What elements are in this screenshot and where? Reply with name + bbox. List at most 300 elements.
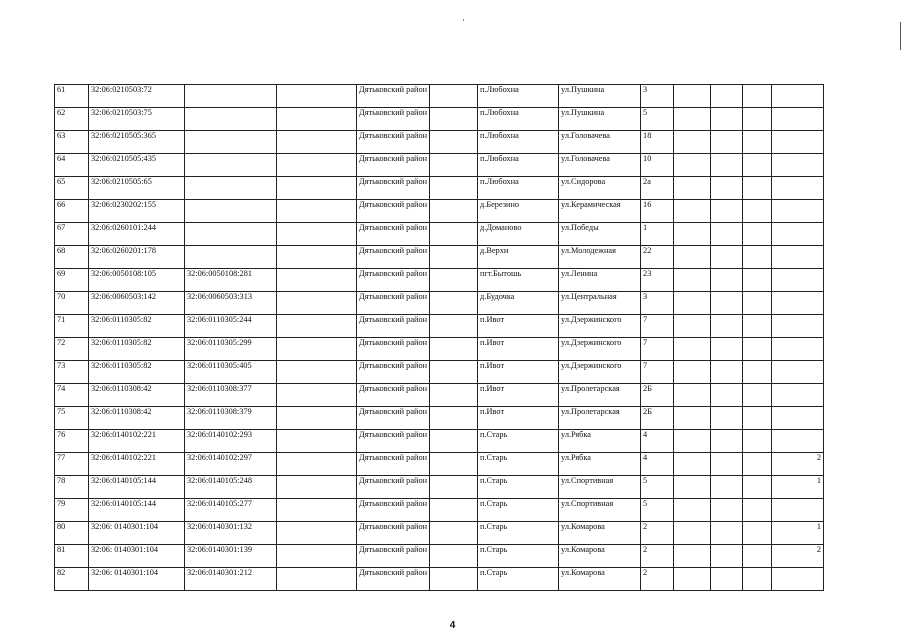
apartment-number-cell: [772, 430, 824, 453]
empty-cell: [430, 154, 478, 177]
settlement-cell: п.Ивот: [478, 338, 559, 361]
cadastral-number-cell: 32:06:0110308:42: [89, 407, 185, 430]
settlement-cell: п.Старь: [478, 545, 559, 568]
empty-cell: [674, 568, 711, 591]
empty-cell: [674, 315, 711, 338]
empty-cell: [430, 269, 478, 292]
row-number-cell: 66: [55, 200, 89, 223]
premises-cadastral-number-cell: 32:06:0110305:299: [185, 338, 277, 361]
premises-cadastral-number-cell: 32:06:0110308:377: [185, 384, 277, 407]
cadastral-number-cell: 32:06:0060503:142: [89, 292, 185, 315]
street-cell: ул.Комарова: [559, 522, 641, 545]
street-cell: ул.Сидорова: [559, 177, 641, 200]
empty-cell: [711, 85, 743, 108]
empty-cell: [674, 200, 711, 223]
row-number-cell: 79: [55, 499, 89, 522]
empty-cell: [430, 568, 478, 591]
row-number-cell: 61: [55, 85, 89, 108]
empty-cell: [743, 522, 772, 545]
empty-cell: [743, 223, 772, 246]
settlement-cell: п.Старь: [478, 476, 559, 499]
empty-cell: [743, 361, 772, 384]
settlement-cell: п.Любохна: [478, 131, 559, 154]
table-row: [55, 338, 824, 361]
cadastral-number-cell: 32:06:0210503:72: [89, 85, 185, 108]
settlement-cell: д.Будочка: [478, 292, 559, 315]
empty-cell: [711, 223, 743, 246]
empty-cell: [277, 154, 357, 177]
street-cell: ул.Рябка: [559, 453, 641, 476]
house-number-cell: 10: [641, 154, 674, 177]
street-cell: ул.Молодежная: [559, 246, 641, 269]
empty-cell: [711, 338, 743, 361]
settlement-cell: пгт.Бытошь: [478, 269, 559, 292]
empty-cell: [743, 177, 772, 200]
empty-cell: [674, 430, 711, 453]
district-cell: Дятьковский район: [357, 499, 430, 522]
district-cell: Дятьковский район: [357, 430, 430, 453]
house-number-cell: 23: [641, 269, 674, 292]
house-number-cell: 4: [641, 430, 674, 453]
apartment-number-cell: [772, 338, 824, 361]
empty-cell: [277, 246, 357, 269]
apartment-number-cell: [772, 154, 824, 177]
table-row: [55, 384, 824, 407]
apartment-number-cell: [772, 223, 824, 246]
empty-cell: [277, 223, 357, 246]
table-row: [55, 108, 824, 131]
premises-cadastral-number-cell: 32:06:0140301:132: [185, 522, 277, 545]
empty-cell: [674, 131, 711, 154]
apartment-number-cell: 1: [772, 522, 824, 545]
row-number-cell: 78: [55, 476, 89, 499]
cadastral-number-cell: 32:06:0210503:75: [89, 108, 185, 131]
empty-cell: [674, 154, 711, 177]
house-number-cell: 3: [641, 292, 674, 315]
house-number-cell: 7: [641, 361, 674, 384]
empty-cell: [711, 108, 743, 131]
empty-cell: [277, 430, 357, 453]
house-number-cell: 2а: [641, 177, 674, 200]
district-cell: Дятьковский район: [357, 338, 430, 361]
empty-cell: [674, 407, 711, 430]
apartment-number-cell: [772, 407, 824, 430]
empty-cell: [711, 154, 743, 177]
house-number-cell: 2: [641, 522, 674, 545]
empty-cell: [674, 453, 711, 476]
empty-cell: [743, 545, 772, 568]
apartment-number-cell: [772, 315, 824, 338]
apartment-number-cell: [772, 85, 824, 108]
apartment-number-cell: 2: [772, 453, 824, 476]
street-cell: ул.Дзержинского: [559, 338, 641, 361]
cadastral-number-cell: 32:06:0210505:435: [89, 154, 185, 177]
settlement-cell: п.Старь: [478, 522, 559, 545]
row-number-cell: 77: [55, 453, 89, 476]
premises-cadastral-number-cell: 32:06:0140301:139: [185, 545, 277, 568]
street-cell: ул.Головачева: [559, 131, 641, 154]
premises-cadastral-number-cell: 32:06:0140102:293: [185, 430, 277, 453]
district-cell: Дятьковский район: [357, 361, 430, 384]
empty-cell: [711, 568, 743, 591]
empty-cell: [674, 361, 711, 384]
cadastral-number-cell: 32:06:0210505:65: [89, 177, 185, 200]
empty-cell: [430, 545, 478, 568]
premises-cadastral-number-cell: 32:06:0110308:379: [185, 407, 277, 430]
row-number-cell: 73: [55, 361, 89, 384]
cadastral-number-cell: 32:06: 0140301:104: [89, 568, 185, 591]
street-cell: ул.Головачева: [559, 154, 641, 177]
row-number-cell: 63: [55, 131, 89, 154]
scan-edge-line: [900, 22, 901, 50]
empty-cell: [430, 246, 478, 269]
table-row: [55, 292, 824, 315]
settlement-cell: п.Ивот: [478, 315, 559, 338]
apartment-number-cell: 1: [772, 476, 824, 499]
row-number-cell: 68: [55, 246, 89, 269]
empty-cell: [277, 522, 357, 545]
apartment-number-cell: [772, 108, 824, 131]
table-row: [55, 407, 824, 430]
empty-cell: [743, 108, 772, 131]
street-cell: ул.Спортивная: [559, 476, 641, 499]
apartment-number-cell: 2: [772, 545, 824, 568]
cadastral-number-cell: 32:06:0260101:244: [89, 223, 185, 246]
apartment-number-cell: [772, 200, 824, 223]
row-number-cell: 74: [55, 384, 89, 407]
table-row: [55, 223, 824, 246]
empty-cell: [277, 361, 357, 384]
empty-cell: [711, 292, 743, 315]
district-cell: Дятьковский район: [357, 200, 430, 223]
street-cell: ул.Центральная: [559, 292, 641, 315]
table-body: [55, 85, 824, 591]
empty-cell: [430, 407, 478, 430]
district-cell: Дятьковский район: [357, 223, 430, 246]
empty-cell: [430, 453, 478, 476]
row-number-cell: 67: [55, 223, 89, 246]
table-row: [55, 430, 824, 453]
empty-cell: [430, 292, 478, 315]
empty-cell: [711, 384, 743, 407]
table-row: [55, 361, 824, 384]
empty-cell: [711, 430, 743, 453]
row-number-cell: 62: [55, 108, 89, 131]
settlement-cell: п.Любохна: [478, 108, 559, 131]
settlement-cell: п.Старь: [478, 453, 559, 476]
table-row: [55, 568, 824, 591]
empty-cell: [430, 315, 478, 338]
table-row: [55, 177, 824, 200]
apartment-number-cell: [772, 246, 824, 269]
row-number-cell: 72: [55, 338, 89, 361]
row-number-cell: 64: [55, 154, 89, 177]
table-row: [55, 200, 824, 223]
premises-cadastral-number-cell: [185, 246, 277, 269]
row-number-cell: 82: [55, 568, 89, 591]
empty-cell: [277, 269, 357, 292]
row-number-cell: 69: [55, 269, 89, 292]
street-cell: ул.Ленина: [559, 269, 641, 292]
empty-cell: [674, 522, 711, 545]
settlement-cell: п.Ивот: [478, 384, 559, 407]
cadastral-number-cell: 32:06:0140105:144: [89, 476, 185, 499]
apartment-number-cell: [772, 568, 824, 591]
empty-cell: [711, 545, 743, 568]
cadastral-number-cell: 32:06:0110308:42: [89, 384, 185, 407]
house-number-cell: 2Б: [641, 407, 674, 430]
street-cell: ул.Пролетарская: [559, 384, 641, 407]
district-cell: Дятьковский район: [357, 154, 430, 177]
empty-cell: [743, 568, 772, 591]
empty-cell: [277, 108, 357, 131]
empty-cell: [277, 453, 357, 476]
empty-cell: [430, 200, 478, 223]
cadastral-number-cell: 32:06:0140105:144: [89, 499, 185, 522]
row-number-cell: 70: [55, 292, 89, 315]
empty-cell: [277, 315, 357, 338]
empty-cell: [711, 476, 743, 499]
empty-cell: [674, 269, 711, 292]
empty-cell: [711, 453, 743, 476]
empty-cell: [277, 407, 357, 430]
empty-cell: [743, 430, 772, 453]
empty-cell: [674, 177, 711, 200]
house-number-cell: 16: [641, 200, 674, 223]
empty-cell: [743, 315, 772, 338]
cadastral-number-cell: 32:06:0230202:155: [89, 200, 185, 223]
district-cell: Дятьковский район: [357, 108, 430, 131]
empty-cell: [674, 384, 711, 407]
table-row: [55, 453, 824, 476]
street-cell: ул.Дзержинского: [559, 315, 641, 338]
district-cell: Дятьковский район: [357, 407, 430, 430]
apartment-number-cell: [772, 269, 824, 292]
table-row: [55, 315, 824, 338]
row-number-cell: 75: [55, 407, 89, 430]
row-number-cell: 81: [55, 545, 89, 568]
empty-cell: [430, 522, 478, 545]
street-cell: ул.Спортивная: [559, 499, 641, 522]
house-number-cell: 4: [641, 453, 674, 476]
settlement-cell: п.Любохна: [478, 85, 559, 108]
district-cell: Дятьковский район: [357, 315, 430, 338]
empty-cell: [711, 499, 743, 522]
apartment-number-cell: [772, 499, 824, 522]
premises-cadastral-number-cell: 32:06:0050108:281: [185, 269, 277, 292]
street-cell: ул.Пушкина: [559, 85, 641, 108]
district-cell: Дятьковский район: [357, 568, 430, 591]
street-cell: ул.Пролетарская: [559, 407, 641, 430]
empty-cell: [277, 568, 357, 591]
table-row: [55, 476, 824, 499]
district-cell: Дятьковский район: [357, 292, 430, 315]
empty-cell: [711, 200, 743, 223]
empty-cell: [743, 476, 772, 499]
empty-cell: [430, 361, 478, 384]
cadastral-number-cell: 32:06:0210505:365: [89, 131, 185, 154]
house-number-cell: 1: [641, 223, 674, 246]
table-row: [55, 85, 824, 108]
cadastral-number-cell: 32:06:0140102:221: [89, 430, 185, 453]
empty-cell: [743, 200, 772, 223]
empty-cell: [674, 223, 711, 246]
street-cell: ул.Керамическая: [559, 200, 641, 223]
district-cell: Дятьковский район: [357, 384, 430, 407]
district-cell: Дятьковский район: [357, 476, 430, 499]
settlement-cell: д.Березино: [478, 200, 559, 223]
empty-cell: [711, 177, 743, 200]
empty-cell: [277, 476, 357, 499]
settlement-cell: д.Доманово: [478, 223, 559, 246]
empty-cell: [277, 499, 357, 522]
empty-cell: [711, 131, 743, 154]
empty-cell: [674, 246, 711, 269]
row-number-cell: 80: [55, 522, 89, 545]
premises-cadastral-number-cell: [185, 108, 277, 131]
empty-cell: [743, 154, 772, 177]
empty-cell: [674, 108, 711, 131]
empty-cell: [743, 407, 772, 430]
house-number-cell: 5: [641, 108, 674, 131]
row-number-cell: 71: [55, 315, 89, 338]
settlement-cell: п.Ивот: [478, 361, 559, 384]
table-row: [55, 131, 824, 154]
settlement-cell: п.Старь: [478, 568, 559, 591]
house-number-cell: 5: [641, 476, 674, 499]
empty-cell: [743, 453, 772, 476]
premises-cadastral-number-cell: [185, 131, 277, 154]
street-cell: ул.Рябка: [559, 430, 641, 453]
empty-cell: [711, 361, 743, 384]
premises-cadastral-number-cell: 32:06:0110305:244: [185, 315, 277, 338]
empty-cell: [277, 545, 357, 568]
empty-cell: [711, 269, 743, 292]
empty-cell: [430, 338, 478, 361]
empty-cell: [430, 108, 478, 131]
property-registry-table: [54, 84, 824, 591]
district-cell: Дятьковский район: [357, 522, 430, 545]
district-cell: Дятьковский район: [357, 545, 430, 568]
settlement-cell: п.Любохна: [478, 177, 559, 200]
street-cell: ул.Комарова: [559, 568, 641, 591]
district-cell: Дятьковский район: [357, 177, 430, 200]
district-cell: Дятьковский район: [357, 269, 430, 292]
house-number-cell: 2: [641, 568, 674, 591]
cadastral-number-cell: 32:06:0110305:82: [89, 361, 185, 384]
house-number-cell: 18: [641, 131, 674, 154]
cadastral-number-cell: 32:06:0110305:82: [89, 338, 185, 361]
house-number-cell: 2: [641, 545, 674, 568]
scan-mark: [463, 19, 464, 21]
empty-cell: [277, 131, 357, 154]
empty-cell: [743, 131, 772, 154]
apartment-number-cell: [772, 384, 824, 407]
premises-cadastral-number-cell: [185, 223, 277, 246]
empty-cell: [430, 384, 478, 407]
table-row: [55, 499, 824, 522]
district-cell: Дятьковский район: [357, 453, 430, 476]
house-number-cell: 5: [641, 499, 674, 522]
cadastral-number-cell: 32:06:0110305:82: [89, 315, 185, 338]
street-cell: ул.Победы: [559, 223, 641, 246]
empty-cell: [743, 338, 772, 361]
table-row: [55, 269, 824, 292]
premises-cadastral-number-cell: 32:06:0140102:297: [185, 453, 277, 476]
settlement-cell: д.Верхи: [478, 246, 559, 269]
empty-cell: [674, 476, 711, 499]
empty-cell: [674, 545, 711, 568]
apartment-number-cell: [772, 177, 824, 200]
empty-cell: [743, 85, 772, 108]
empty-cell: [743, 384, 772, 407]
empty-cell: [277, 384, 357, 407]
apartment-number-cell: [772, 292, 824, 315]
empty-cell: [430, 177, 478, 200]
empty-cell: [743, 499, 772, 522]
street-cell: ул.Пушкина: [559, 108, 641, 131]
settlement-cell: п.Старь: [478, 430, 559, 453]
empty-cell: [674, 499, 711, 522]
apartment-number-cell: [772, 131, 824, 154]
empty-cell: [430, 131, 478, 154]
empty-cell: [674, 338, 711, 361]
cadastral-number-cell: 32:06: 0140301:104: [89, 545, 185, 568]
empty-cell: [277, 200, 357, 223]
house-number-cell: 3: [641, 85, 674, 108]
apartment-number-cell: [772, 361, 824, 384]
empty-cell: [277, 85, 357, 108]
cadastral-number-cell: 32:06:0050108:105: [89, 269, 185, 292]
empty-cell: [430, 499, 478, 522]
premises-cadastral-number-cell: [185, 200, 277, 223]
premises-cadastral-number-cell: [185, 85, 277, 108]
empty-cell: [277, 338, 357, 361]
premises-cadastral-number-cell: [185, 154, 277, 177]
settlement-cell: п.Любохна: [478, 154, 559, 177]
district-cell: Дятьковский район: [357, 131, 430, 154]
empty-cell: [743, 246, 772, 269]
empty-cell: [430, 430, 478, 453]
street-cell: ул.Дзержинского: [559, 361, 641, 384]
empty-cell: [430, 476, 478, 499]
table-row: [55, 246, 824, 269]
premises-cadastral-number-cell: 32:06:0140105:248: [185, 476, 277, 499]
house-number-cell: 7: [641, 338, 674, 361]
premises-cadastral-number-cell: [185, 177, 277, 200]
cadastral-number-cell: 32:06: 0140301:104: [89, 522, 185, 545]
empty-cell: [674, 292, 711, 315]
row-number-cell: 76: [55, 430, 89, 453]
premises-cadastral-number-cell: 32:06:0060503:313: [185, 292, 277, 315]
table-row: [55, 154, 824, 177]
street-cell: ул.Комарова: [559, 545, 641, 568]
empty-cell: [711, 522, 743, 545]
house-number-cell: 2Б: [641, 384, 674, 407]
settlement-cell: п.Старь: [478, 499, 559, 522]
page-number: 4: [449, 620, 456, 631]
empty-cell: [743, 269, 772, 292]
cadastral-number-cell: 32:06:0260201:178: [89, 246, 185, 269]
empty-cell: [277, 177, 357, 200]
house-number-cell: 22: [641, 246, 674, 269]
premises-cadastral-number-cell: 32:06:0140105:277: [185, 499, 277, 522]
table-row: [55, 522, 824, 545]
empty-cell: [277, 292, 357, 315]
empty-cell: [711, 315, 743, 338]
cadastral-number-cell: 32:06:0140102:221: [89, 453, 185, 476]
empty-cell: [674, 85, 711, 108]
